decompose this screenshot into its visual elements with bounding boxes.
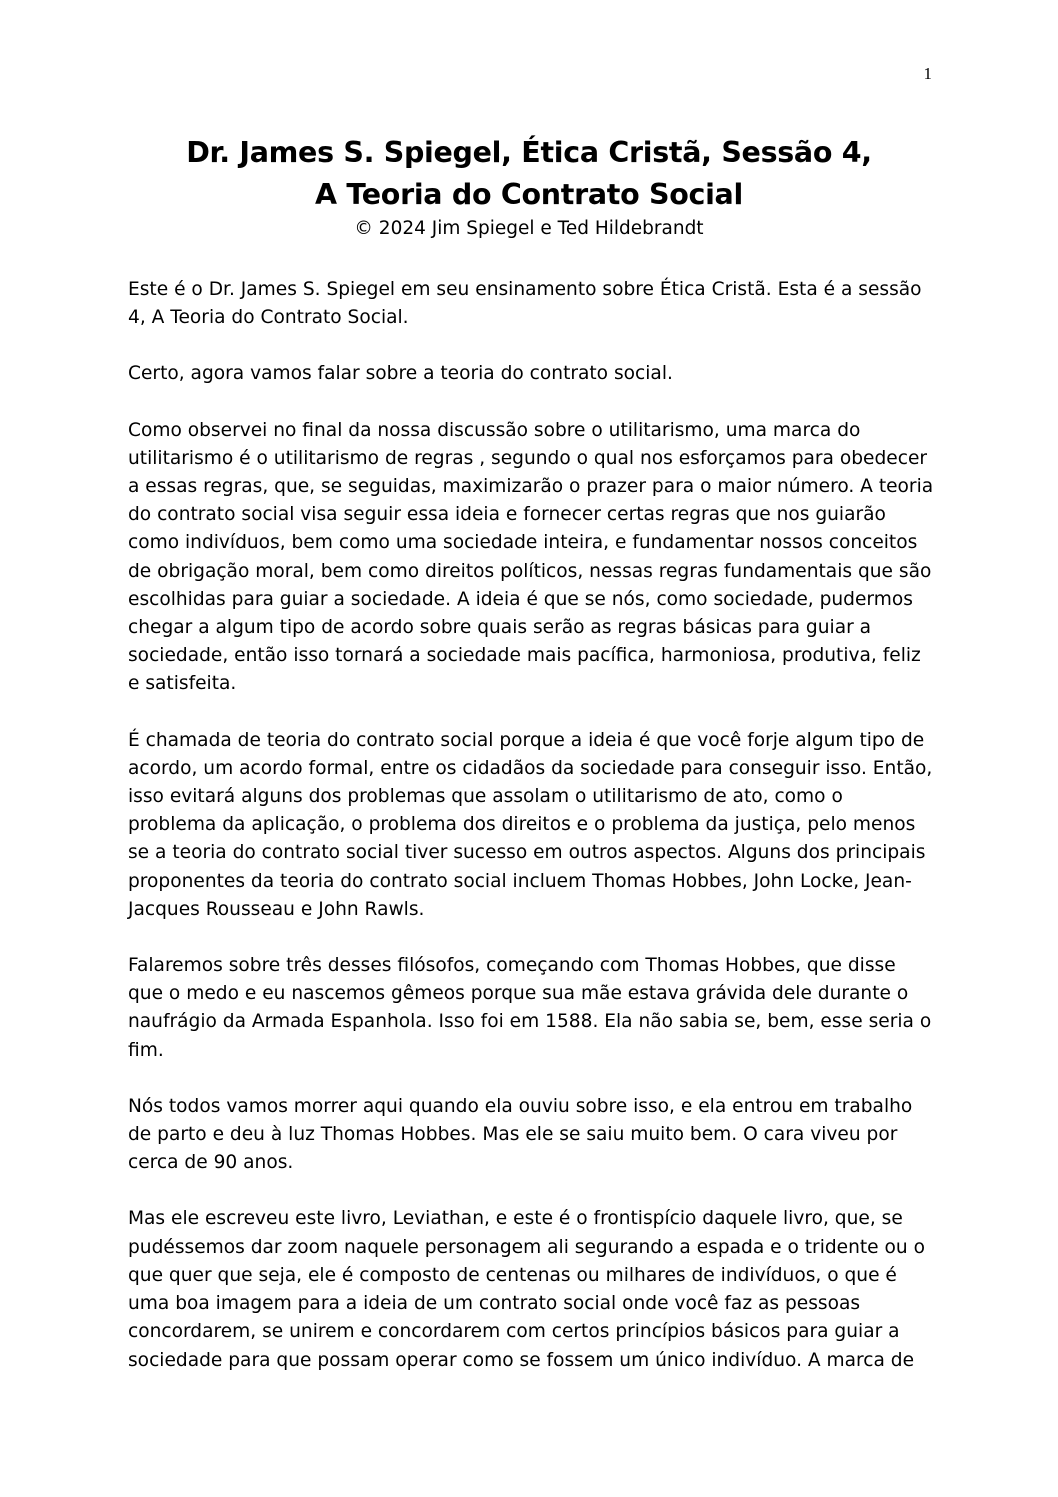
title-line-1: Dr. James S. Spiegel, Ética Cristã, Sessão 4,	[186, 136, 872, 169]
document-body	[128, 276, 936, 1403]
copyright-line: © 2024 Jim Spiegel e Ted Hildebrandt	[354, 218, 704, 239]
document-title	[128, 132, 930, 216]
title-line-2: A Teoria do Contrato Social	[315, 178, 743, 211]
document-header	[128, 132, 930, 244]
paragraph: Como observei no final da nossa discussão sobre o utilitarismo, uma marca do utilitarismo é o utilitarismo de regras , segundo o qual nos esforçamos para obedecer a essas regras, que, se seguidas, maximizarão o prazer para o maior número. A teoria do contrato social visa seguir essa ideia e fornecer certas regras que nos guiarão como indivíduos, bem como uma sociedade inteira, e fundamentar nossos conceitos de obrigação moral, bem como direitos políticos, nessas regras fundamentais que são escolhidas para guiar a sociedade. A ideia é que se nós, como sociedade, pudermos chegar a algum tipo de acordo sobre quais serão as regras básicas para guiar a sociedade, então isso tornará a sociedade mais pacífica, harmoniosa, produtiva, feliz e satisfeita.	[128, 419, 934, 695]
page-number: 1	[923, 64, 932, 83]
paragraph: Nós todos vamos morrer aqui quando ela ouviu sobre isso, e ela entrou em trabalho de parto e deu à luz Thomas Hobbes. Mas ele se saiu muito bem. O cara viveu por cerca de 90 anos.	[128, 1095, 913, 1174]
paragraph: Certo, agora vamos falar sobre a teoria do contrato social.	[128, 363, 673, 385]
paragraph: Falaremos sobre três desses filósofos, começando com Thomas Hobbes, que disse que o medo e eu nascemos gêmeos porque sua mãe estava grávida dele durante o naufrágio da Armada Espanhola. Isso foi em 1588. Ela não sabia se, bem, esse seria o fim.	[128, 955, 932, 1061]
paragraph: Este é o Dr. James S. Spiegel em seu ensinamento sobre Ética Cristã. Esta é a sessão 4, A Teoria do Contrato Social.	[128, 279, 922, 329]
paragraph: Mas ele escreveu este livro, Leviathan, e este é o frontispício daquele livro, que, se pudéssemos dar zoom naquele personagem ali segurando a espada e o tridente ou o que quer que seja, ele é composto de centenas ou milhares de indivíduos, o que é uma boa imagem para a ideia de um contrato social onde você faz as pessoas concordarem, se unirem e concordarem com certos princípios básicos para guiar a sociedade para que possam operar como se fossem um único indivíduo. A marca de	[128, 1208, 925, 1371]
paragraph: É chamada de teoria do contrato social porque a ideia é que você forje algum tipo de acordo, um acordo formal, entre os cidadãos da sociedade para conseguir isso. Então, isso evitará alguns dos problemas que assolam o utilitarismo de ato, como o problema da aplicação, o problema dos direitos e o problema da justiça, pelo menos se a teoria do contrato social tiver sucesso em outros aspectos. Alguns dos principais proponentes da teoria do contrato social incluem Thomas Hobbes, John Locke, Jean-Jacques Rousseau e John Rawls.	[128, 729, 933, 920]
